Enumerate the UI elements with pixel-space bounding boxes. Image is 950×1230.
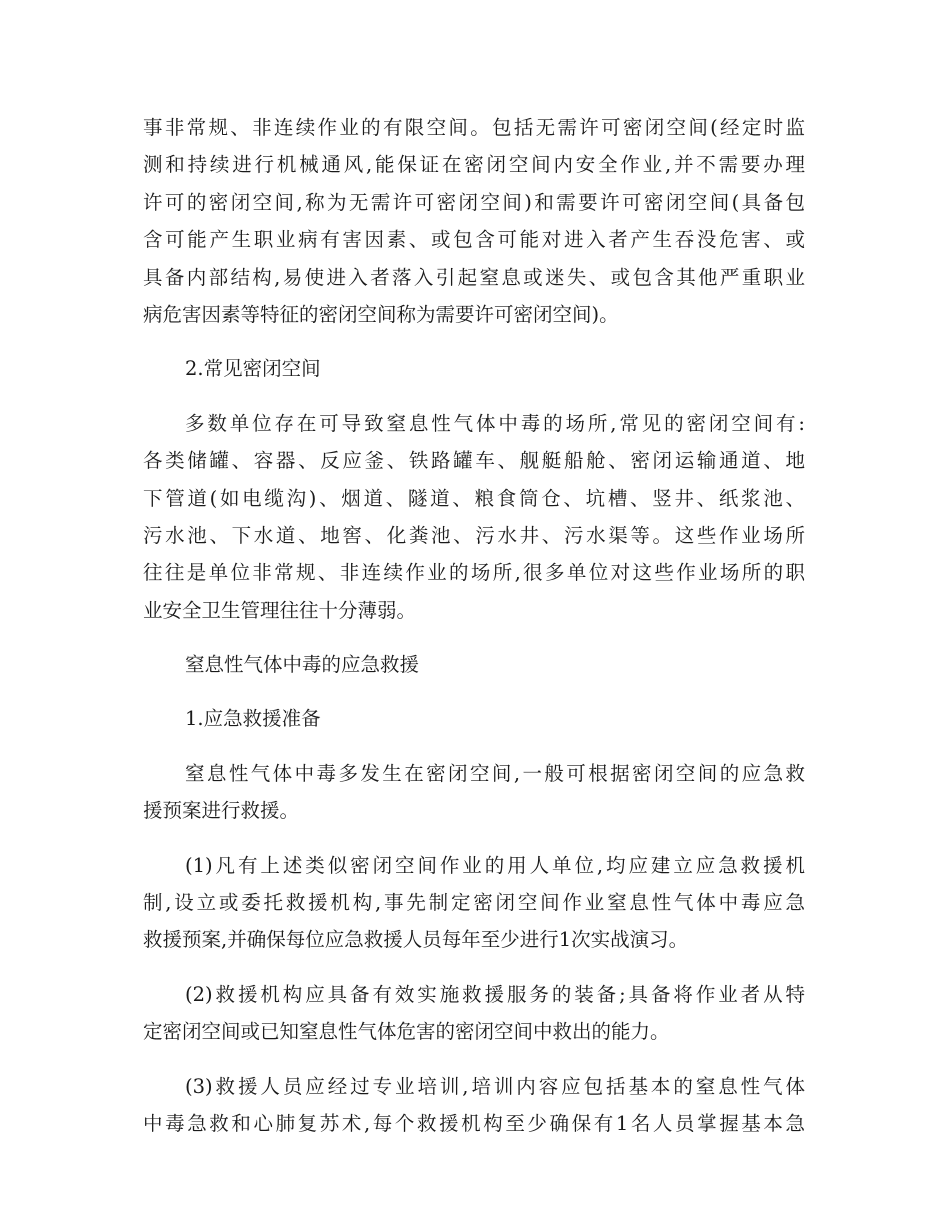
text-line: 救援预案,并确保每位应急救援人员每年至少进行1次实战演习。: [143, 928, 689, 952]
text-line: 窒息性气体中毒多发生在密闭空间,一般可根据密闭空间的应急救: [185, 761, 805, 785]
paragraph: [143, 976, 805, 1051]
paragraph: [143, 109, 805, 333]
text-line: 病危害因素等特征的密闭空间称为需要许可密闭空间)。: [143, 302, 619, 326]
paragraph: [143, 350, 805, 387]
text-line: 援预案进行救援。: [143, 799, 300, 823]
text-line: 制,设立或委托救援机构,事先制定密闭空间作业窒息性气体中毒应急: [143, 891, 805, 915]
paragraph: [143, 1068, 805, 1143]
text-line: 多数单位存在可导致窒息性气体中毒的场所,常见的密闭空间有:: [185, 411, 805, 435]
paragraph: [143, 755, 805, 830]
text-line: 2.常见密闭空间: [185, 357, 321, 381]
text-line: 中毒急救和心肺复苏术,每个救援机构至少确保有1名人员掌握基本急: [143, 1111, 805, 1135]
text-line: (3)救援人员应经过专业培训,培训内容应包括基本的窒息性气体: [185, 1074, 805, 1098]
paragraph: [143, 646, 805, 683]
text-line: 1.应急救援准备: [185, 707, 321, 731]
text-line: 窒息性气体中毒的应急救援: [185, 653, 420, 677]
paragraph: [143, 847, 805, 959]
text-line: 事非常规、非连续作业的有限空间。包括无需许可密闭空间(经定时监: [143, 116, 805, 139]
text-line: (1)凡有上述类似密闭空间作业的用人单位,均应建立应急救援机: [185, 853, 805, 877]
text-line: 定密闭空间或已知窒息性气体危害的密闭空间中救出的能力。: [143, 1020, 670, 1044]
text-line: 具备内部结构,易使进入者落入引起窒息或迷失、或包含其他严重职业: [143, 265, 805, 289]
document-page: [143, 109, 805, 1142]
text-line: 含可能产生职业病有害因素、或包含可能对进入者产生吞没危害、或: [143, 228, 805, 252]
text-line: 下管道(如电缆沟)、烟道、隧道、粮食筒仓、坑槽、竖井、纸浆池、: [143, 486, 805, 510]
text-line: 许可的密闭空间,称为无需许可密闭空间)和需要许可密闭空间(具备包: [143, 190, 805, 214]
paragraph: [143, 700, 805, 737]
text-line: 污水池、下水道、地窖、化粪池、污水井、污水渠等。这些作业场所: [143, 523, 805, 547]
text-line: 业安全卫生管理往往十分薄弱。: [143, 598, 417, 622]
text-line: 往往是单位非常规、非连续作业的场所,很多单位对这些作业场所的职: [143, 561, 805, 585]
text-line: (2)救援机构应具备有效实施救援服务的装备;具备将作业者从特: [185, 982, 805, 1006]
text-line: 各类储罐、容器、反应釜、铁路罐车、舰艇船舱、密闭运输通道、地: [143, 449, 805, 473]
paragraph: [143, 405, 805, 629]
text-line: 测和持续进行机械通风,能保证在密闭空间内安全作业,并不需要办理: [143, 153, 805, 177]
